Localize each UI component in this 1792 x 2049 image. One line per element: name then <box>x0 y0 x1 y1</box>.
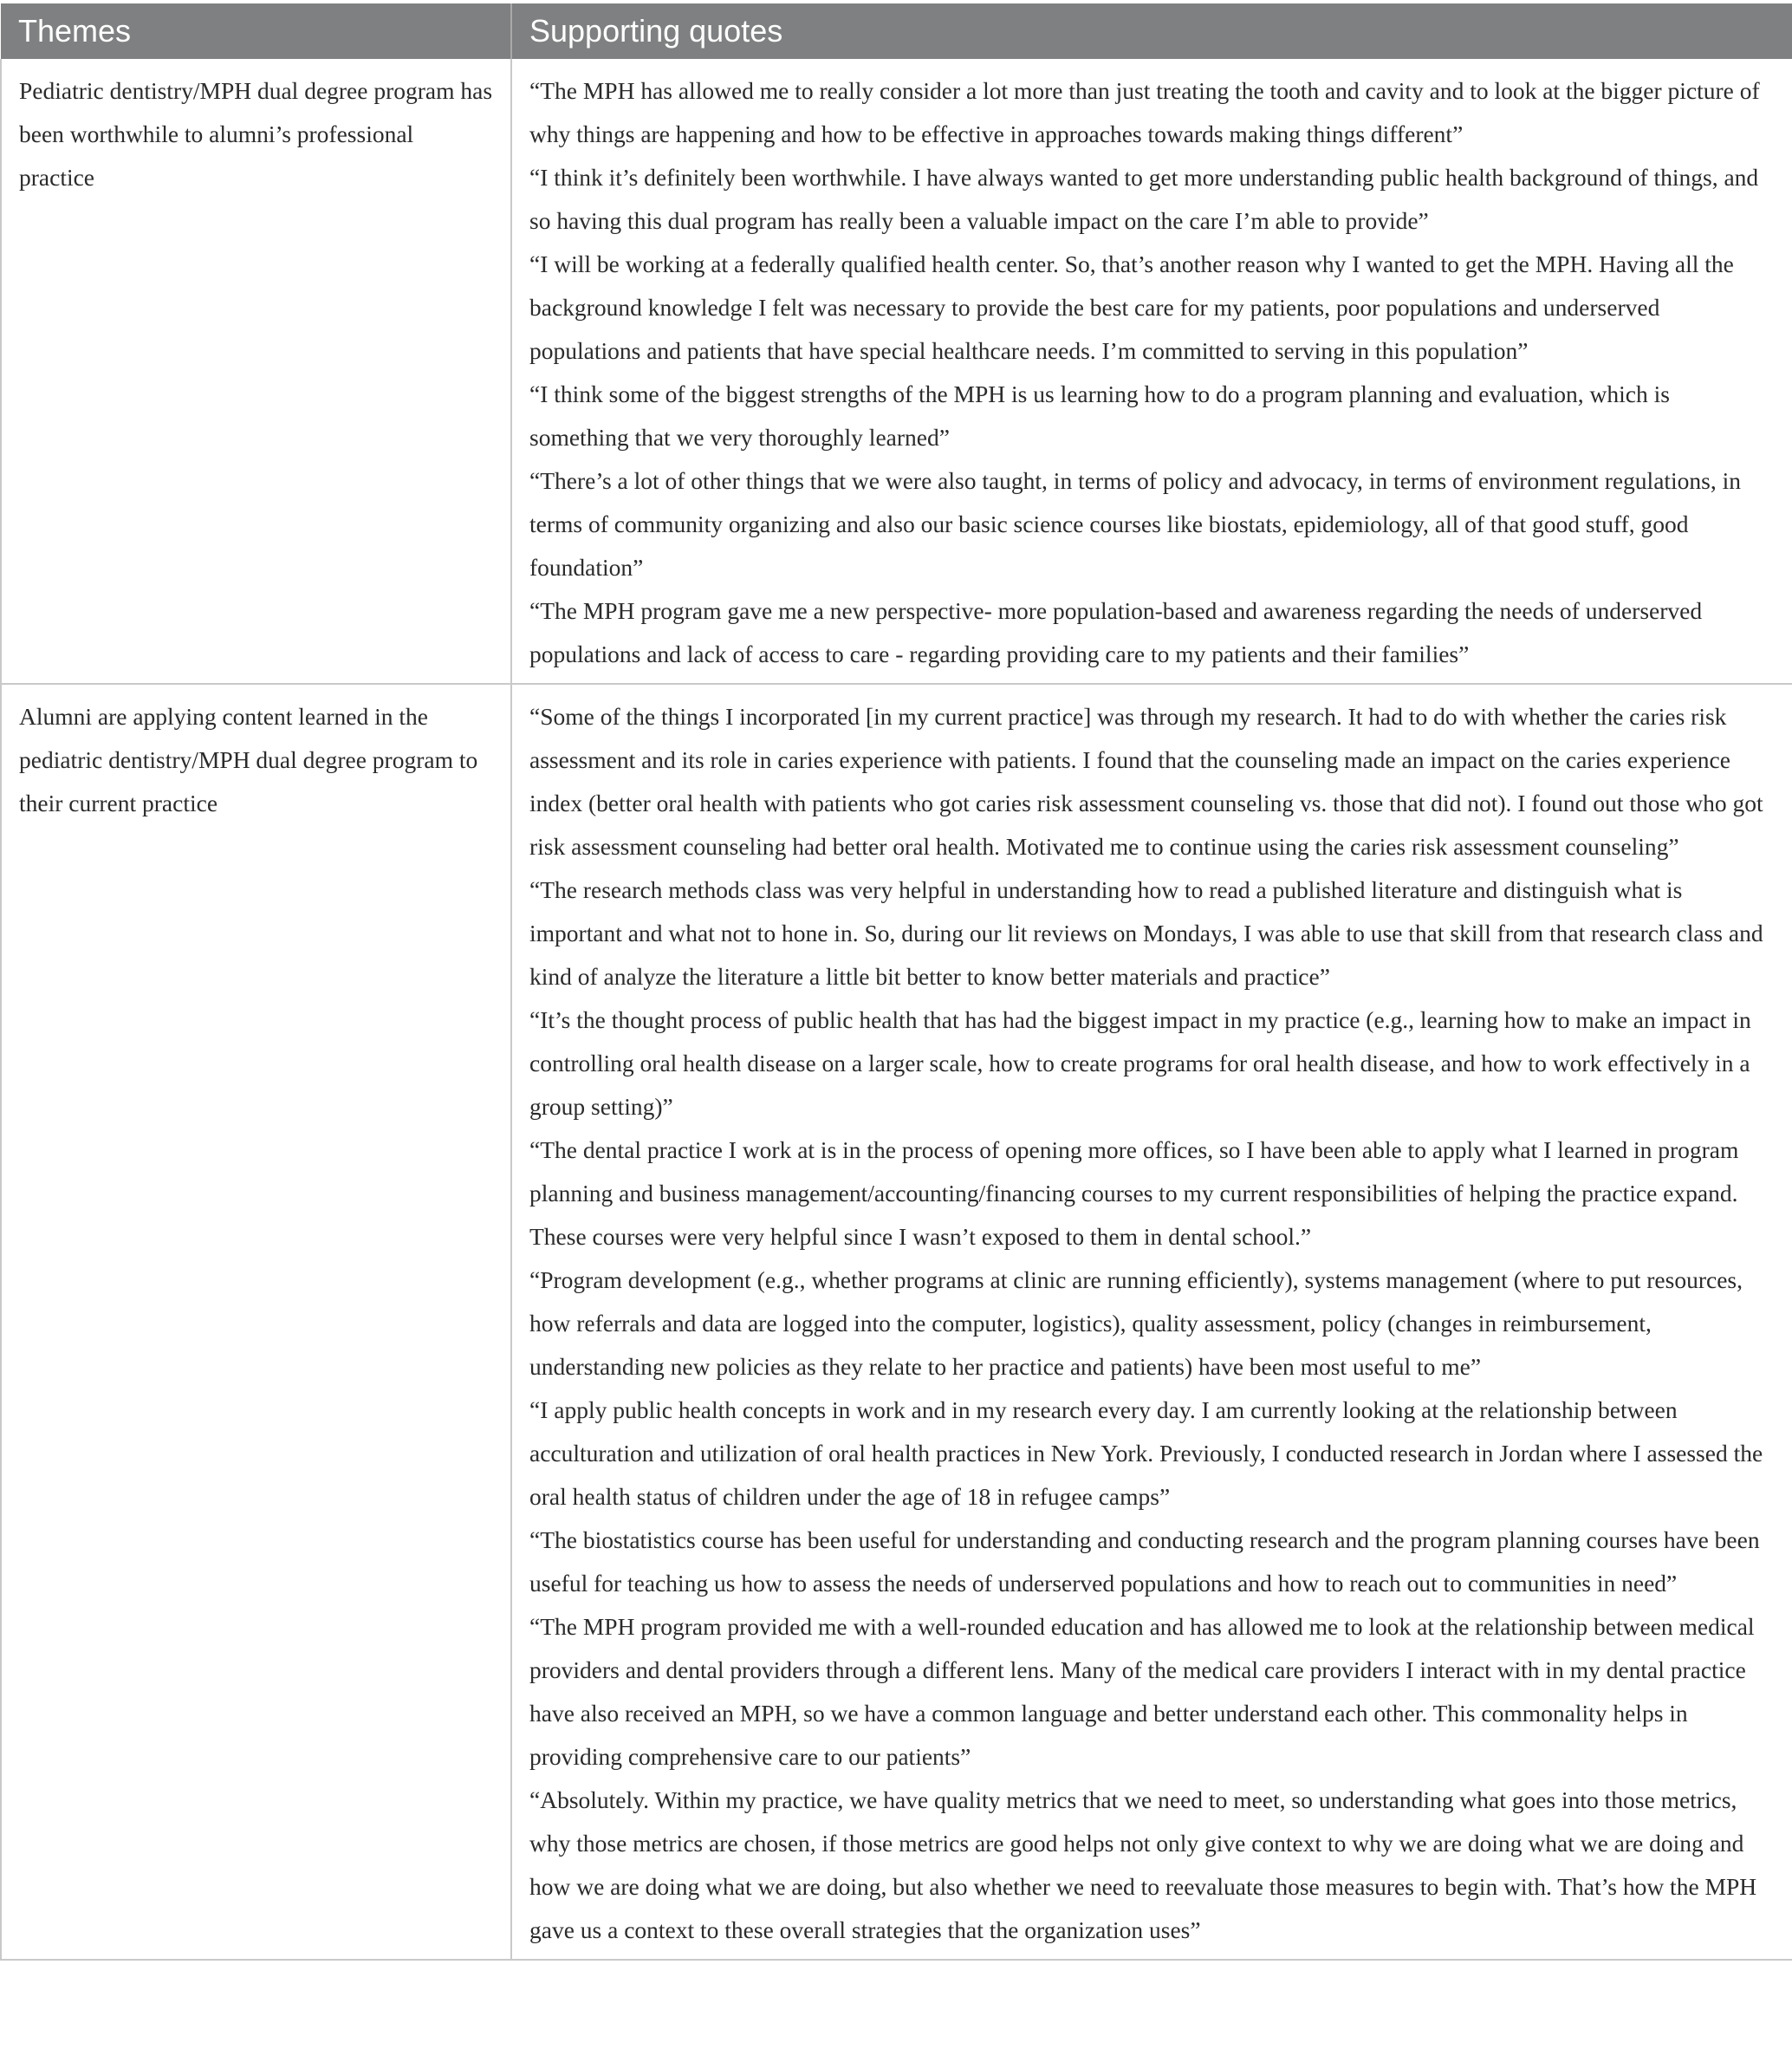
quote: “I think it’s definitely been worthwhile. I have always wanted to get more understanding public health background of things, and so having this dual program has really been a valuable impact on the care I’m able to provide” <box>529 164 1759 234</box>
quote: “I think some of the biggest strengths of the MPH is us learning how to do a program planning and evaluation, which is something that we very thoroughly learned” <box>529 381 1670 451</box>
quote: “The dental practice I work at is in the process of opening more offices, so I have been able to apply what I learned in program planning and business management/accounting/financing courses to my current responsibilities of helping the practice expand. These courses were very helpful since I wasn’t exposed to them in dental school.” <box>529 1136 1739 1250</box>
quote: “The biostatistics course has been useful for understanding and conducting research and the program planning courses have been useful for teaching us how to assess the needs of underserved populations and how to reach out to communities in need” <box>529 1526 1760 1597</box>
quotes-cell <box>511 684 1792 1960</box>
quote: “I will be working at a federally qualified health center. So, that’s another reason why I wanted to get the MPH. Having all the background knowledge I felt was necessary to provide the best care for my patients, poor populations and underserved populations and patients that have special healthcare needs. I’m committed to serving in this population” <box>529 250 1734 364</box>
header-themes: Themes <box>1 3 511 59</box>
quotes-cell <box>511 59 1792 684</box>
table-row <box>1 684 1792 1960</box>
quote: “There’s a lot of other things that we were also taught, in terms of policy and advocacy, in terms of environment regulations, in terms of community organizing and also our basic science courses like biostats, epidemiology, all of that good stuff, good foundation” <box>529 467 1742 581</box>
quote: “Some of the things I incorporated [in my current practice] was through my research. It had to do with whether the caries risk assessment and its role in caries experience with patients. I found that the counseling made an impact on the caries experience index (better oral health with patients who got caries risk assessment counseling vs. those that did not). I found out those who got risk assessment counseling had better oral health. Motivated me to continue using the caries risk assessment counseling” <box>529 703 1763 860</box>
quote: “I apply public health concepts in work and in my research every day. I am currently looking at the relationship between acculturation and utilization of oral health practices in New York. Previously, I conducted research in Jordan where I assessed the oral health status of children under the age of 18 in refugee camps” <box>529 1396 1763 1510</box>
quote: “Program development (e.g., whether programs at clinic are running efficiently), systems management (where to put resources, how referrals and data are logged into the computer, logistics), quality assessment, policy (changes in reimbursement, understanding new policies as they relate to her practice and patients) have been most useful to me” <box>529 1266 1743 1380</box>
header-row <box>1 3 1792 59</box>
header-supporting-quotes: Supporting quotes <box>511 3 1792 59</box>
quote: “It’s the thought process of public health that has had the biggest impact in my practice (e.g., learning how to make an impact in controlling oral health disease on a larger scale, how to create programs for oral health disease, and how to work effectively in a group setting)” <box>529 1006 1751 1120</box>
theme-cell: Pediatric dentistry/MPH dual degree program has been worthwhile to alumni’s professional practice <box>1 59 511 684</box>
quote: “The MPH has allowed me to really consider a lot more than just treating the tooth and cavity and to look at the bigger picture of why things are happening and how to be effective in approaches towards making things different” <box>529 77 1760 147</box>
quote: “The MPH program provided me with a well-rounded education and has allowed me to look at the relationship between medical providers and dental providers through a different lens. Many of the medical care providers I interact with in my dental practice have also received an MPH, so we have a common language and better understand each other. This commonality helps in providing comprehensive care to our patients” <box>529 1613 1755 1770</box>
table-row <box>1 59 1792 684</box>
themes-quotes-table <box>0 3 1792 1961</box>
quote: “The MPH program gave me a new perspective- more population-based and awareness regarding the needs of underserved populations and lack of access to care - regarding providing care to my patients and their families” <box>529 597 1703 667</box>
quote: “The research methods class was very helpful in understanding how to read a published literature and distinguish what is important and what not to hone in. So, during our lit reviews on Mondays, I was able to use that skill from that research class and kind of analyze the literature a little bit better to know better materials and practice” <box>529 876 1763 990</box>
quote: “Absolutely. Within my practice, we have quality metrics that we need to meet, so understanding what goes into those metrics, why those metrics are chosen, if those metrics are good helps not only give context to why we are doing what we are doing and how we are doing what we are doing, but also whether we need to reevaluate those measures to begin with. That’s how the MPH gave us a context to these overall strategies that the organization uses” <box>529 1786 1757 1943</box>
theme-cell: Alumni are applying content learned in the pediatric dentistry/MPH dual degree program to their current practice <box>1 684 511 1960</box>
